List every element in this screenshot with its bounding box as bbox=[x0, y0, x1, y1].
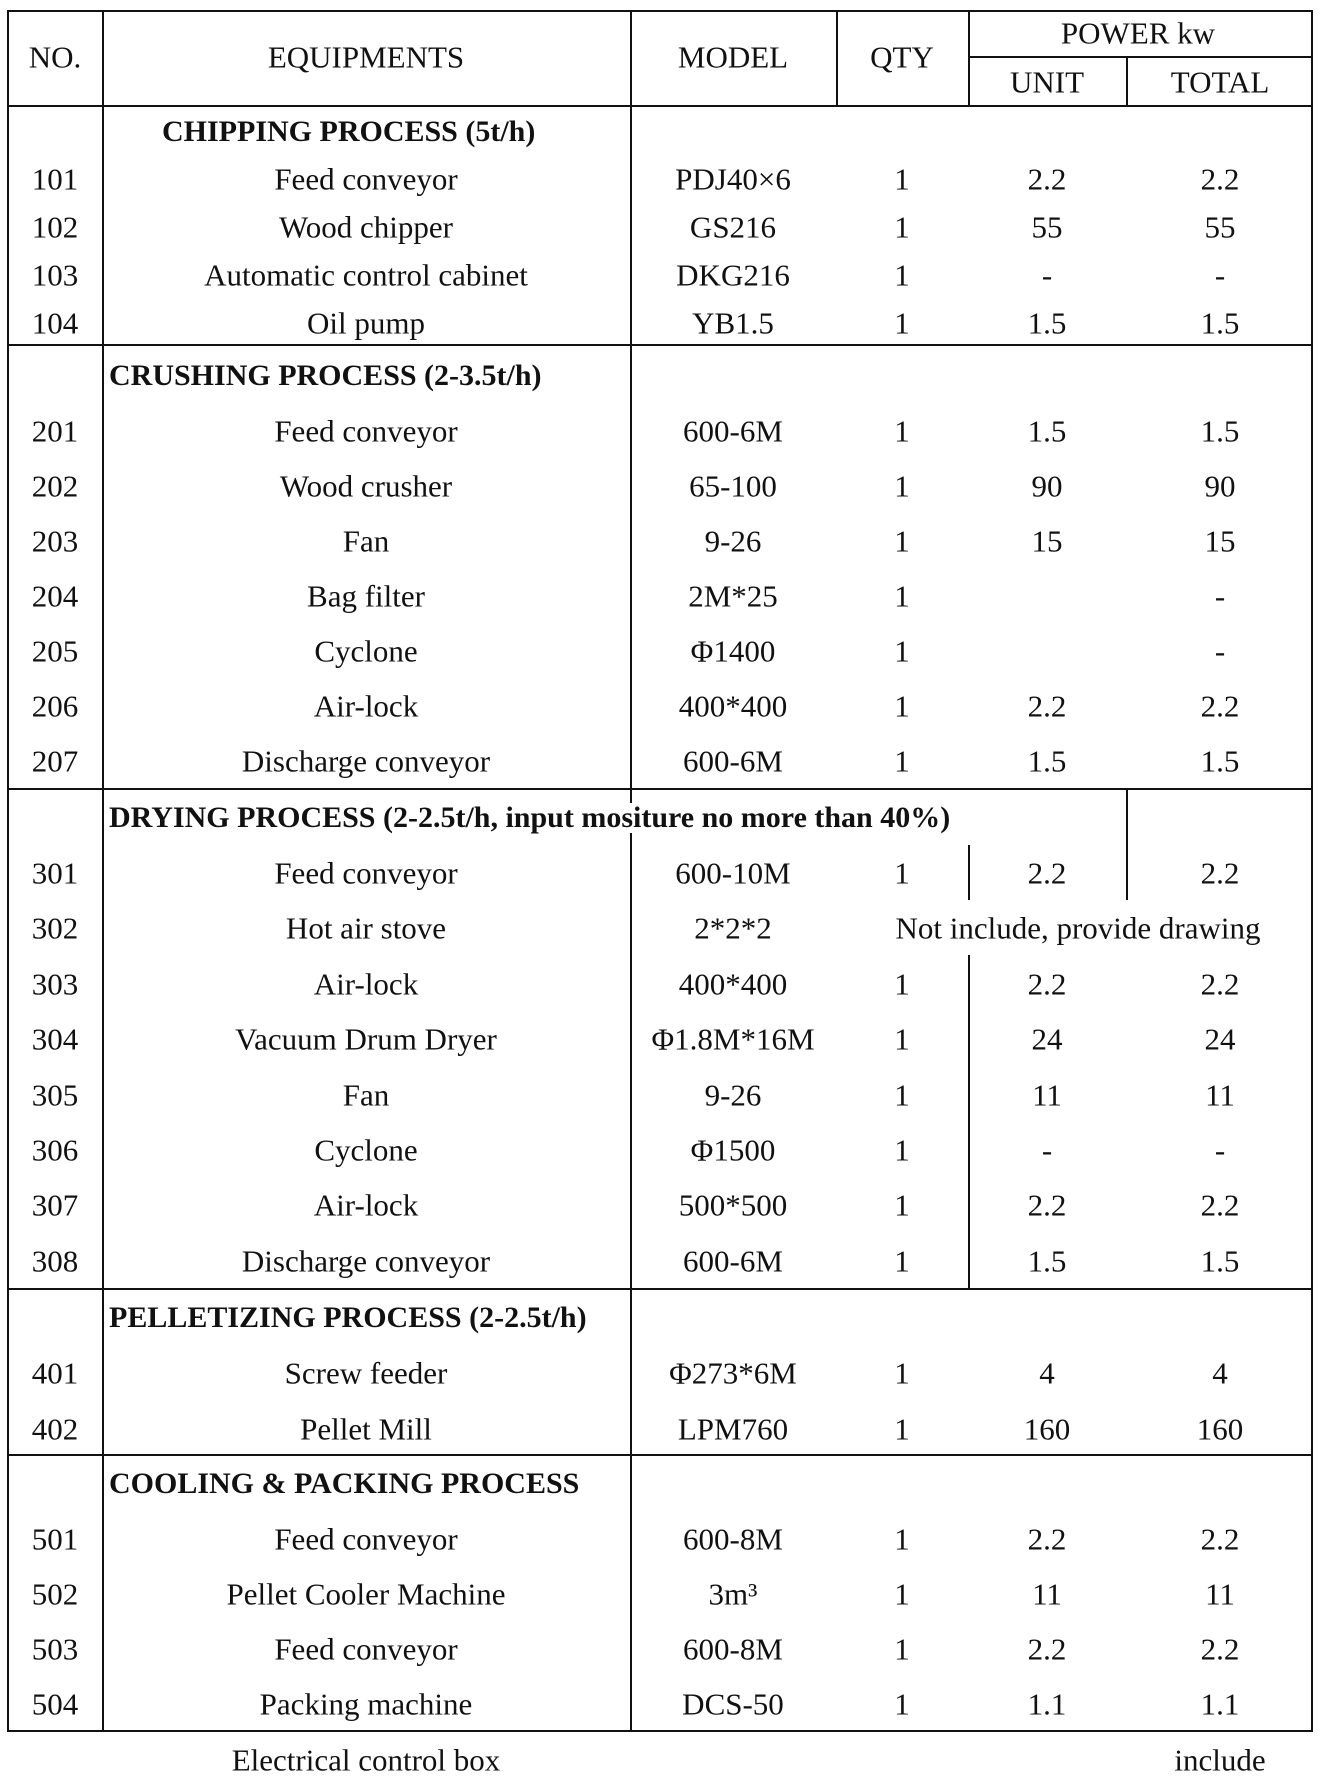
row-qty: 1 bbox=[894, 305, 910, 341]
row-no: 102 bbox=[31, 209, 79, 245]
row-model: 600-10M bbox=[675, 855, 791, 891]
row-model: 400*400 bbox=[678, 688, 788, 724]
row-no: 204 bbox=[31, 578, 79, 614]
row-qty: 1 bbox=[894, 855, 910, 891]
row-total: - bbox=[1214, 257, 1226, 293]
row-equipment: Discharge conveyor bbox=[241, 743, 491, 779]
row-total: 2.2 bbox=[1200, 966, 1240, 1002]
footer-total: include bbox=[1174, 1742, 1266, 1778]
row-qty: 1 bbox=[894, 161, 910, 197]
row-unit: 11 bbox=[1032, 1576, 1062, 1612]
row-unit: 2.2 bbox=[1027, 1521, 1067, 1557]
table-rule bbox=[7, 788, 1313, 790]
row-equipment: Oil pump bbox=[307, 305, 425, 341]
row-equipment: Cyclone bbox=[314, 1132, 418, 1168]
row-unit: 2.2 bbox=[1027, 1187, 1067, 1223]
header-power: POWER kw bbox=[1060, 15, 1216, 51]
row-total: 160 bbox=[1196, 1411, 1244, 1447]
row-unit: 15 bbox=[1031, 523, 1063, 559]
row-unit: - bbox=[1041, 257, 1053, 293]
row-model: 3m³ bbox=[708, 1576, 758, 1612]
row-no: 207 bbox=[31, 743, 79, 779]
row-unit: 11 bbox=[1032, 1077, 1062, 1113]
row-equipment: Air-lock bbox=[313, 1187, 419, 1223]
row-model: GS216 bbox=[689, 209, 777, 245]
row-qty: 1 bbox=[894, 1021, 910, 1057]
row-total: 2.2 bbox=[1200, 855, 1240, 891]
row-total: 2.2 bbox=[1200, 161, 1240, 197]
row-model: 600-8M bbox=[683, 1521, 783, 1557]
row-no: 306 bbox=[31, 1132, 79, 1168]
table-rule bbox=[968, 56, 1313, 58]
row-no: 301 bbox=[31, 855, 79, 891]
row-equipment: Air-lock bbox=[313, 688, 419, 724]
row-total: 11 bbox=[1205, 1576, 1235, 1612]
row-equipment: Hot air stove bbox=[285, 910, 447, 946]
row-qty: 1 bbox=[894, 1355, 910, 1391]
table-rule bbox=[7, 1454, 1313, 1456]
row-model: 9-26 bbox=[704, 523, 762, 559]
row-qty: 1 bbox=[894, 688, 910, 724]
header-qty: QTY bbox=[870, 39, 934, 75]
row-equipment: Feed conveyor bbox=[274, 855, 458, 891]
table-rule bbox=[7, 10, 9, 1731]
row-equipment: Feed conveyor bbox=[274, 161, 458, 197]
row-qty: 1 bbox=[894, 1243, 910, 1279]
row-equipment: Fan bbox=[342, 1077, 390, 1113]
table-rule bbox=[102, 10, 104, 1731]
row-total: 24 bbox=[1204, 1021, 1236, 1057]
row-equipment: Pellet Cooler Machine bbox=[226, 1576, 506, 1612]
row-equipment: Feed conveyor bbox=[274, 1631, 458, 1667]
table-rule bbox=[630, 10, 632, 1731]
row-qty: 1 bbox=[894, 1411, 910, 1447]
row-no: 305 bbox=[31, 1077, 79, 1113]
row-equipment: Packing machine bbox=[259, 1686, 473, 1722]
row-no: 202 bbox=[31, 468, 79, 504]
row-no: 402 bbox=[31, 1411, 79, 1447]
row-model: 2*2*2 bbox=[694, 910, 772, 946]
row-total: - bbox=[1214, 633, 1226, 669]
header-model: MODEL bbox=[677, 39, 789, 75]
row-equipment: Automatic control cabinet bbox=[204, 257, 528, 293]
row-model: Φ1400 bbox=[690, 633, 776, 669]
row-model: 9-26 bbox=[704, 1077, 762, 1113]
section-title: COOLING & PACKING PROCESS bbox=[109, 1467, 580, 1500]
row-no: 304 bbox=[31, 1021, 79, 1057]
table-rule bbox=[7, 1730, 1313, 1732]
row-model: Φ1.8M*16M bbox=[651, 1021, 815, 1057]
row-qty: 1 bbox=[894, 413, 910, 449]
row-total: 1.5 bbox=[1200, 743, 1240, 779]
row-model: 600-6M bbox=[683, 413, 783, 449]
row-total: 1.1 bbox=[1200, 1686, 1240, 1722]
table-rule bbox=[7, 344, 1313, 346]
row-qty: 1 bbox=[894, 257, 910, 293]
row-unit: 1.5 bbox=[1027, 413, 1067, 449]
row-qty: 1 bbox=[894, 633, 910, 669]
row-total: 2.2 bbox=[1200, 1187, 1240, 1223]
section-title: DRYING PROCESS (2-2.5t/h, input mositure no more than 40%) bbox=[109, 801, 951, 834]
row-equipment: Feed conveyor bbox=[274, 1521, 458, 1557]
table-rule bbox=[1126, 790, 1128, 900]
row-model: 2M*25 bbox=[688, 578, 778, 614]
table-rule bbox=[1126, 56, 1128, 105]
row-no: 502 bbox=[31, 1576, 79, 1612]
row-model: YB1.5 bbox=[692, 305, 774, 341]
row-equipment: Pellet Mill bbox=[300, 1411, 432, 1447]
row-qty: 1 bbox=[894, 1132, 910, 1168]
header-equipments: EQUIPMENTS bbox=[267, 39, 465, 75]
row-qty: 1 bbox=[894, 578, 910, 614]
row-no: 501 bbox=[31, 1521, 79, 1557]
row-no: 201 bbox=[31, 413, 79, 449]
row-model: PDJ40×6 bbox=[675, 161, 791, 197]
table-rule bbox=[7, 1288, 1313, 1290]
header-unit: UNIT bbox=[1009, 64, 1085, 100]
row-no: 203 bbox=[31, 523, 79, 559]
row-unit: 2.2 bbox=[1027, 161, 1067, 197]
row-qty: 1 bbox=[894, 743, 910, 779]
row-total: - bbox=[1214, 578, 1226, 614]
row-note: Not include, provide drawing bbox=[895, 910, 1261, 946]
footer-equipment: Electrical control box bbox=[231, 1742, 501, 1778]
row-model: 65-100 bbox=[689, 468, 777, 504]
row-qty: 1 bbox=[894, 1631, 910, 1667]
row-model: DCS-50 bbox=[682, 1686, 784, 1722]
row-qty: 1 bbox=[894, 1187, 910, 1223]
table-rule bbox=[1311, 10, 1313, 1731]
row-equipment: Wood chipper bbox=[279, 209, 453, 245]
row-total: 2.2 bbox=[1200, 688, 1240, 724]
row-equipment: Fan bbox=[342, 523, 390, 559]
row-unit: 2.2 bbox=[1027, 855, 1067, 891]
row-equipment: Air-lock bbox=[313, 966, 419, 1002]
section-title: PELLETIZING PROCESS (2-2.5t/h) bbox=[109, 1301, 587, 1334]
row-equipment: Cyclone bbox=[314, 633, 418, 669]
row-total: 1.5 bbox=[1200, 413, 1240, 449]
row-unit: 2.2 bbox=[1027, 966, 1067, 1002]
row-qty: 1 bbox=[894, 1077, 910, 1113]
row-no: 206 bbox=[31, 688, 79, 724]
row-total: 4 bbox=[1212, 1355, 1228, 1391]
row-model: 600-6M bbox=[683, 743, 783, 779]
row-no: 101 bbox=[31, 161, 79, 197]
row-no: 504 bbox=[31, 1686, 79, 1722]
row-total: - bbox=[1214, 1132, 1226, 1168]
row-no: 503 bbox=[31, 1631, 79, 1667]
row-model: Φ273*6M bbox=[669, 1355, 797, 1391]
row-qty: 1 bbox=[894, 1521, 910, 1557]
row-equipment: Screw feeder bbox=[284, 1355, 448, 1391]
section-title: CRUSHING PROCESS (2-3.5t/h) bbox=[109, 359, 542, 392]
table-rule bbox=[968, 845, 970, 900]
row-total: 1.5 bbox=[1200, 1243, 1240, 1279]
row-equipment: Feed conveyor bbox=[274, 413, 458, 449]
row-qty: 1 bbox=[894, 1576, 910, 1612]
row-equipment: Discharge conveyor bbox=[241, 1243, 491, 1279]
row-total: 11 bbox=[1205, 1077, 1235, 1113]
row-no: 308 bbox=[31, 1243, 79, 1279]
row-unit: 2.2 bbox=[1027, 688, 1067, 724]
row-total: 55 bbox=[1204, 209, 1236, 245]
row-model: 600-6M bbox=[683, 1243, 783, 1279]
row-model: 400*400 bbox=[678, 966, 788, 1002]
row-no: 104 bbox=[31, 305, 79, 341]
row-qty: 1 bbox=[894, 1686, 910, 1722]
row-unit: 1.5 bbox=[1027, 1243, 1067, 1279]
row-unit: 1.1 bbox=[1027, 1686, 1067, 1722]
row-unit: 90 bbox=[1031, 468, 1063, 504]
row-no: 303 bbox=[31, 966, 79, 1002]
row-model: DKG216 bbox=[676, 257, 790, 293]
row-no: 302 bbox=[31, 910, 79, 946]
table-rule bbox=[7, 10, 1313, 12]
row-unit: 24 bbox=[1031, 1021, 1063, 1057]
row-unit: 2.2 bbox=[1027, 1631, 1067, 1667]
row-unit: 55 bbox=[1031, 209, 1063, 245]
row-equipment: Bag filter bbox=[307, 578, 425, 614]
row-unit: 1.5 bbox=[1027, 743, 1067, 779]
row-qty: 1 bbox=[894, 209, 910, 245]
row-unit: - bbox=[1041, 1132, 1053, 1168]
row-no: 103 bbox=[31, 257, 79, 293]
row-equipment: Vacuum Drum Dryer bbox=[235, 1021, 497, 1057]
row-qty: 1 bbox=[894, 523, 910, 559]
row-qty: 1 bbox=[894, 468, 910, 504]
row-total: 2.2 bbox=[1200, 1631, 1240, 1667]
row-qty: 1 bbox=[894, 966, 910, 1002]
header-total: TOTAL bbox=[1170, 64, 1270, 100]
row-total: 1.5 bbox=[1200, 305, 1240, 341]
table-rule bbox=[7, 105, 1313, 107]
row-model: 600-8M bbox=[683, 1631, 783, 1667]
row-total: 90 bbox=[1204, 468, 1236, 504]
row-unit: 160 bbox=[1023, 1411, 1071, 1447]
row-total: 15 bbox=[1204, 523, 1236, 559]
section-title: CHIPPING PROCESS (5t/h) bbox=[162, 115, 536, 148]
header-no: NO. bbox=[28, 39, 82, 75]
row-equipment: Wood crusher bbox=[279, 468, 453, 504]
table-rule bbox=[968, 10, 970, 105]
row-model: LPM760 bbox=[677, 1411, 789, 1447]
row-unit: 1.5 bbox=[1027, 305, 1067, 341]
row-unit: 4 bbox=[1039, 1355, 1055, 1391]
row-no: 307 bbox=[31, 1187, 79, 1223]
row-model: 500*500 bbox=[678, 1187, 788, 1223]
row-no: 205 bbox=[31, 633, 79, 669]
row-total: 2.2 bbox=[1200, 1521, 1240, 1557]
row-no: 401 bbox=[31, 1355, 79, 1391]
table-rule bbox=[968, 955, 970, 1288]
table-rule bbox=[836, 10, 838, 105]
row-model: Φ1500 bbox=[690, 1132, 776, 1168]
